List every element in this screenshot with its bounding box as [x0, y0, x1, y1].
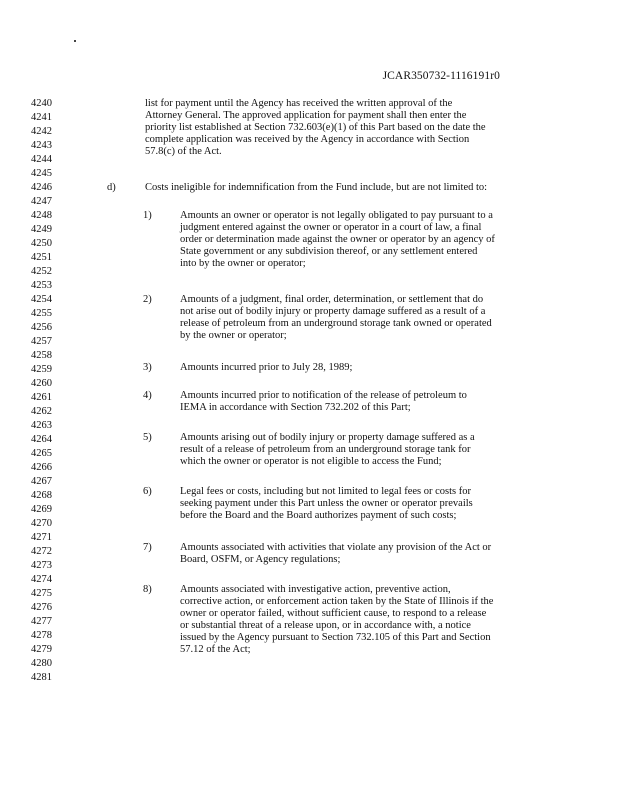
item-line: or substantial threat of a release upon, or in accordance with, a notice: [180, 620, 471, 631]
line-number: 4253: [31, 280, 52, 291]
line-number: 4255: [31, 308, 52, 319]
line-number: 4252: [31, 266, 52, 277]
line-number: 4248: [31, 210, 52, 221]
item-number: 7): [143, 542, 152, 553]
line-number: 4247: [31, 196, 52, 207]
intro-line: 57.8(c) of the Act.: [145, 146, 222, 157]
line-number: 4277: [31, 616, 52, 627]
item-text: [180, 432, 475, 468]
item-text: [180, 210, 495, 270]
line-number: 4278: [31, 630, 52, 641]
item-line: order or determination made against the owner or operator by an agency of: [180, 234, 495, 245]
subsection-text: [145, 182, 487, 194]
line-number: 4256: [31, 322, 52, 333]
subsection-line: Costs ineligible for indemnification from the Fund include, but are not limited to:: [145, 182, 488, 193]
item-line: not arise out of bodily injury or property damage suffered as a result of a: [180, 306, 486, 317]
line-number: 4243: [31, 140, 52, 151]
item-line: Amounts arising out of bodily injury or property damage suffered as a: [180, 432, 475, 443]
item-line: into by the owner or operator;: [180, 258, 306, 269]
item-line: Board, OSFM, or Agency regulations;: [180, 554, 341, 565]
item-line: seeking payment under this Part unless the owner or operator prevails: [180, 498, 473, 509]
line-number: 4269: [31, 504, 52, 515]
subsection-marker: d): [107, 182, 116, 193]
line-number: 4262: [31, 406, 52, 417]
line-number: 4270: [31, 518, 52, 529]
line-number: 4263: [31, 420, 52, 431]
line-number: 4245: [31, 168, 52, 179]
line-number: 4264: [31, 434, 52, 445]
line-number: 4250: [31, 238, 52, 249]
line-number: 4266: [31, 462, 52, 473]
item-line: Amounts associated with activities that violate any provision of the Act or: [180, 542, 492, 553]
item-line: IEMA in accordance with Section 732.202 of this Part;: [180, 402, 411, 413]
item-number: 4): [143, 390, 152, 401]
line-number: 4242: [31, 126, 52, 137]
item-line: owner or operator failed, without sufficient cause, to respond to a release: [180, 608, 487, 619]
item-line: before the Board and the Board authorizes payment of such costs;: [180, 510, 457, 521]
item-number: 8): [143, 584, 152, 595]
scan-speck: [74, 40, 76, 42]
line-number: 4265: [31, 448, 52, 459]
line-number: 4257: [31, 336, 52, 347]
line-number: 4276: [31, 602, 52, 613]
item-line: corrective action, or enforcement action taken by the State of Illinois if the: [180, 596, 494, 607]
line-number: 4275: [31, 588, 52, 599]
item-line: judgment entered against the owner or operator in a court of law, a final: [180, 222, 482, 233]
item-text: [180, 584, 493, 656]
line-number: 4254: [31, 294, 52, 305]
item-line: Amounts an owner or operator is not legally obligated to pay pursuant to a: [180, 210, 493, 221]
item-line: Amounts associated with investigative action, preventive action,: [180, 584, 451, 595]
item-number: 2): [143, 294, 152, 305]
item-line: issued by the Agency pursuant to Section 732.105 of this Part and Section: [180, 632, 491, 643]
line-number: 4274: [31, 574, 52, 585]
item-line: Amounts of a judgment, final order, determination, or settlement that do: [180, 294, 484, 305]
line-number: 4241: [31, 112, 52, 123]
line-number: 4259: [31, 364, 52, 375]
line-number: 4281: [31, 672, 52, 683]
item-text: [180, 390, 467, 414]
item-text: [180, 542, 491, 566]
line-number: 4260: [31, 378, 52, 389]
item-number: 3): [143, 362, 152, 373]
line-number: 4279: [31, 644, 52, 655]
line-number: 4258: [31, 350, 52, 361]
line-number: 4246: [31, 182, 52, 193]
line-number: 4240: [31, 98, 52, 109]
intro-paragraph: [145, 98, 486, 158]
item-number: 5): [143, 432, 152, 443]
line-number: 4271: [31, 532, 52, 543]
line-number: 4244: [31, 154, 52, 165]
item-text: [180, 294, 492, 342]
line-number: 4268: [31, 490, 52, 501]
line-number: 4251: [31, 252, 52, 263]
intro-line: complete application was received by the Agency in accordance with Section: [145, 134, 470, 145]
line-number: 4272: [31, 546, 52, 557]
item-number: 6): [143, 486, 152, 497]
item-number: 1): [143, 210, 152, 221]
item-line: Amounts incurred prior to July 28, 1989;: [180, 362, 353, 373]
item-text: [180, 362, 352, 374]
line-number: 4273: [31, 560, 52, 571]
header-code: JCAR350732-1116191r0: [382, 70, 500, 82]
item-line: result of a release of petroleum from an underground storage tank for: [180, 444, 471, 455]
item-line: Amounts incurred prior to notification of the release of petroleum to: [180, 390, 467, 401]
line-number: 4249: [31, 224, 52, 235]
line-number: 4267: [31, 476, 52, 487]
item-line: State government or any subdivision thereof, or any settlement entered: [180, 246, 478, 257]
item-line: release of petroleum from an underground storage tank owned or operated: [180, 318, 492, 329]
item-text: [180, 486, 473, 522]
intro-line: Attorney General. The approved application for payment shall then enter the: [145, 110, 467, 121]
item-line: 57.12 of the Act;: [180, 644, 251, 655]
intro-line: list for payment until the Agency has received the written approval of the: [145, 98, 453, 109]
item-line: which the owner or operator is not eligible to access the Fund;: [180, 456, 442, 467]
line-number: 4261: [31, 392, 52, 403]
line-number: 4280: [31, 658, 52, 669]
item-line: Legal fees or costs, including but not limited to legal fees or costs for: [180, 486, 472, 497]
intro-line: priority list established at Section 732.603(e)(1) of this Part based on the date the: [145, 122, 486, 133]
item-line: by the owner or operator;: [180, 330, 287, 341]
